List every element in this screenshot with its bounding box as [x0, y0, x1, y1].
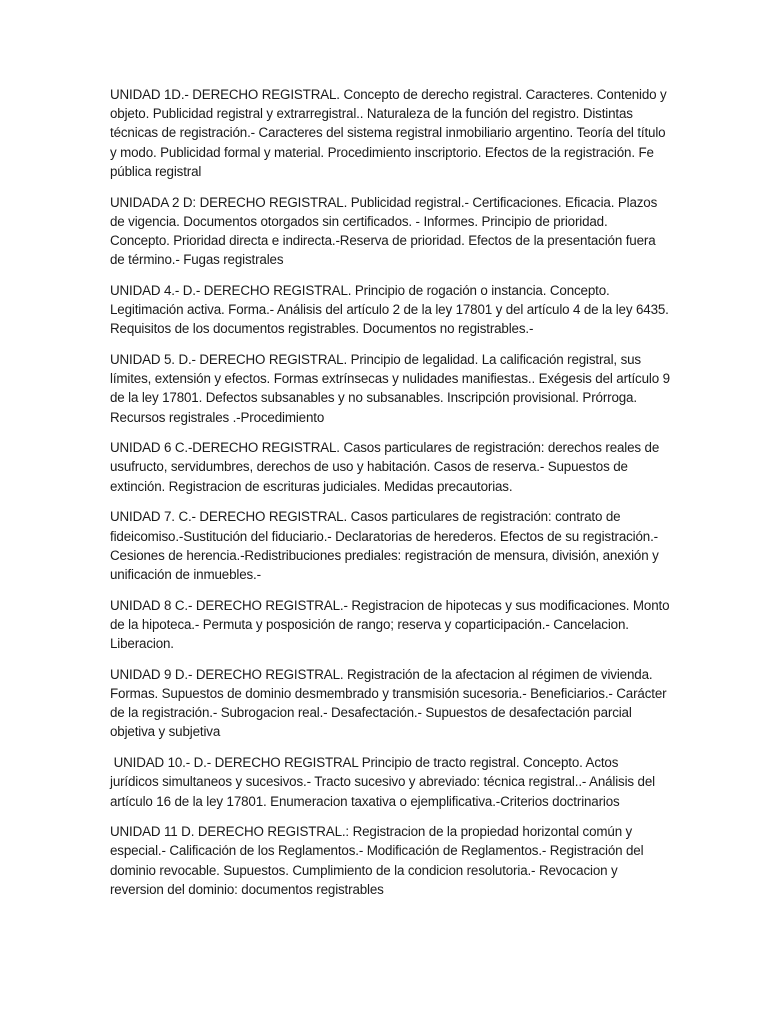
document-page	[110, 85, 670, 911]
unit-paragraph-2: UNIDADA 2 D: DERECHO REGISTRAL. Publicidad registral.- Certificaciones. Eficacia. Plazos de vigencia. Documentos otorgados sin certificados. - Informes. Principio de prioridad. Concepto. Prioridad directa e indirecta.-Reserva de prioridad. Efectos de la presentación fuera de término.- Fugas registrales	[110, 194, 658, 268]
unit-paragraph-7: UNIDAD 7. C.- DERECHO REGISTRAL. Casos particulares de registración: contrato de fideicomiso.-Sustitución del fiduciario.- Declaratorias de herederos. Efectos de su registración.- Cesiones de herencia.-Redistribuciones prediales: registración de mensura, división, anexión y unificación de inmuebles.-	[110, 509, 659, 582]
unit-paragraph-6: UNIDAD 6 C.-DERECHO REGISTRAL. Casos particulares de registración: derechos reales de usufructo, servidumbres, derechos de uso y habitación. Casos de reserva.- Supuestos de extinción. Registracion de escrituras judiciales. Medidas precautorias.	[110, 440, 660, 494]
unit-paragraph-4: UNIDAD 4.- D.- DERECHO REGISTRAL. Principio de rogación o instancia. Concepto. Legitimación activa. Forma.- Análisis del artículo 2 de la ley 17801 y del artículo 4 de la ley 6435. Requisitos de los documentos registrables. Documentos no registrables.-	[110, 282, 669, 337]
unit-paragraph-11: UNIDAD 11 D. DERECHO REGISTRAL.: Registracion de la propiedad horizontal común y especial.- Calificación de los Reglamentos.- Modificación de Reglamentos.- Registración del dominio revocable. Supuestos. Cumplimiento de la condicion resolutoria.- Revocacion y reversion del dominio: documentos registrables	[110, 824, 644, 897]
unit-paragraph-8: UNIDAD 8 C.- DERECHO REGISTRAL.- Registracion de hipotecas y sus modificaciones. Monto de la hipoteca.- Permuta y posposición de rango; reserva y coparticipación.- Cancelacion. Liberacion.	[110, 597, 670, 652]
unit-paragraph-10: UNIDAD 10.- D.- DERECHO REGISTRAL Principio de tracto registral. Concepto. Actos jurídicos simultaneos y sucesivos.- Tracto sucesivo y abreviado: técnica registral..- Análisis del artículo 16 de la ley 17801. Enumeracion taxativa o ejemplificativa.-Criterios doctrinarios	[110, 755, 659, 809]
unit-paragraph-5: UNIDAD 5. D.- DERECHO REGISTRAL. Principio de legalidad. La calificación registral, sus límites, extensión y efectos. Formas extrínsecas y nulidades manifiestas.. Exégesis del artículo 9 de la ley 17801. Defectos subsanables y no subsanables. Inscripción provisional. Prórroga. Recursos registrales .-Procedimiento	[110, 351, 670, 425]
unit-paragraph-9: UNIDAD 9 D.- DERECHO REGISTRAL. Registración de la afectacion al régimen de vivienda. Formas. Supuestos de dominio desmembrado y transmisión sucesoria.- Beneficiarios.- Carácter de la registración.- Subrogacion real.- Desafectación.- Supuestos de desafectación parcial objetiva y subjetiva	[110, 666, 667, 740]
unit-paragraph-1: UNIDAD 1D.- DERECHO REGISTRAL. Concepto de derecho registral. Caracteres. Contenido y objeto. Publicidad registral y extrarregistral.. Naturaleza de la función del registro. Distintas técnicas de registración.- Caracteres del sistema registral inmobiliario argentino. Teoría del título y modo. Publicidad formal y material. Procedimiento inscriptorio. Efectos de la registración. Fe pública registral	[110, 87, 667, 179]
